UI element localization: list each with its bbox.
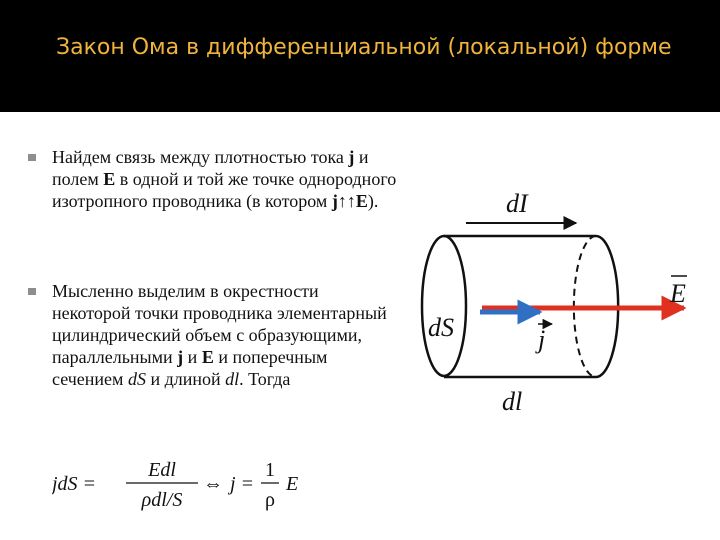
bullet-1-part-1: Найдем связь между плотностью тока	[52, 147, 349, 167]
vector-e-label: E	[201, 347, 214, 367]
conductor-cylinder-diagram	[408, 176, 704, 418]
bullet-text-2	[52, 280, 400, 390]
formula-frac1-numerator: Edl	[148, 459, 176, 481]
bullet-2-part-9: . Тогда	[239, 369, 291, 389]
vector-j-label: j	[177, 347, 184, 367]
length-element-label: dl	[502, 387, 523, 416]
density-vector-label: j	[538, 325, 546, 354]
bullet-1-part-5: в одной и той же точке однородного изотропного проводника (в котором	[52, 169, 397, 211]
bullet-marker	[28, 288, 36, 295]
bullet-1-part-7: ).	[367, 191, 379, 211]
vector-j-label: j	[348, 147, 355, 167]
bullet-2-part-3: и	[183, 347, 202, 367]
formula-frac1-denominator: ρdl/S	[141, 489, 183, 511]
vector-e-label: E	[103, 169, 116, 189]
formula-rhs-variable: E	[286, 473, 299, 495]
formula-equivalence: ⇔	[203, 473, 223, 495]
formula-frac2-denominator: ρ	[265, 489, 275, 511]
bullet-item-1	[28, 146, 400, 212]
bullet-item-2	[28, 280, 400, 390]
cross-section-area-label: dS	[428, 313, 454, 342]
bullet-2-part-7: и длиной	[145, 369, 226, 389]
bullet-text-1	[52, 146, 400, 212]
cross-section-label: dS	[127, 369, 146, 389]
current-label: dI	[506, 189, 528, 218]
bullet-marker	[28, 154, 36, 161]
ohm-law-formula	[52, 452, 312, 514]
bullet-2-part-5: и поперечным сечением	[52, 347, 328, 389]
title-bar	[0, 0, 720, 112]
slide-title: Закон Ома в дифференциальной (локальной) форме	[56, 35, 672, 60]
bullet-1-part-3: и полем	[52, 147, 369, 189]
field-vector-label: E	[670, 279, 686, 308]
bullet-2-part-1: Мысленно выделим в окрестности некоторой точки проводника элементарный цилиндрический объем с образующими, параллельными	[52, 281, 387, 367]
length-label: dl	[225, 369, 240, 389]
formula-frac2-numerator: 1	[265, 459, 275, 481]
formula-rhs: j =	[230, 473, 255, 495]
cylinder-front-face	[422, 236, 466, 376]
formula-lhs: jdS =	[52, 473, 97, 495]
codirectional-label: j↑↑E	[331, 191, 368, 211]
